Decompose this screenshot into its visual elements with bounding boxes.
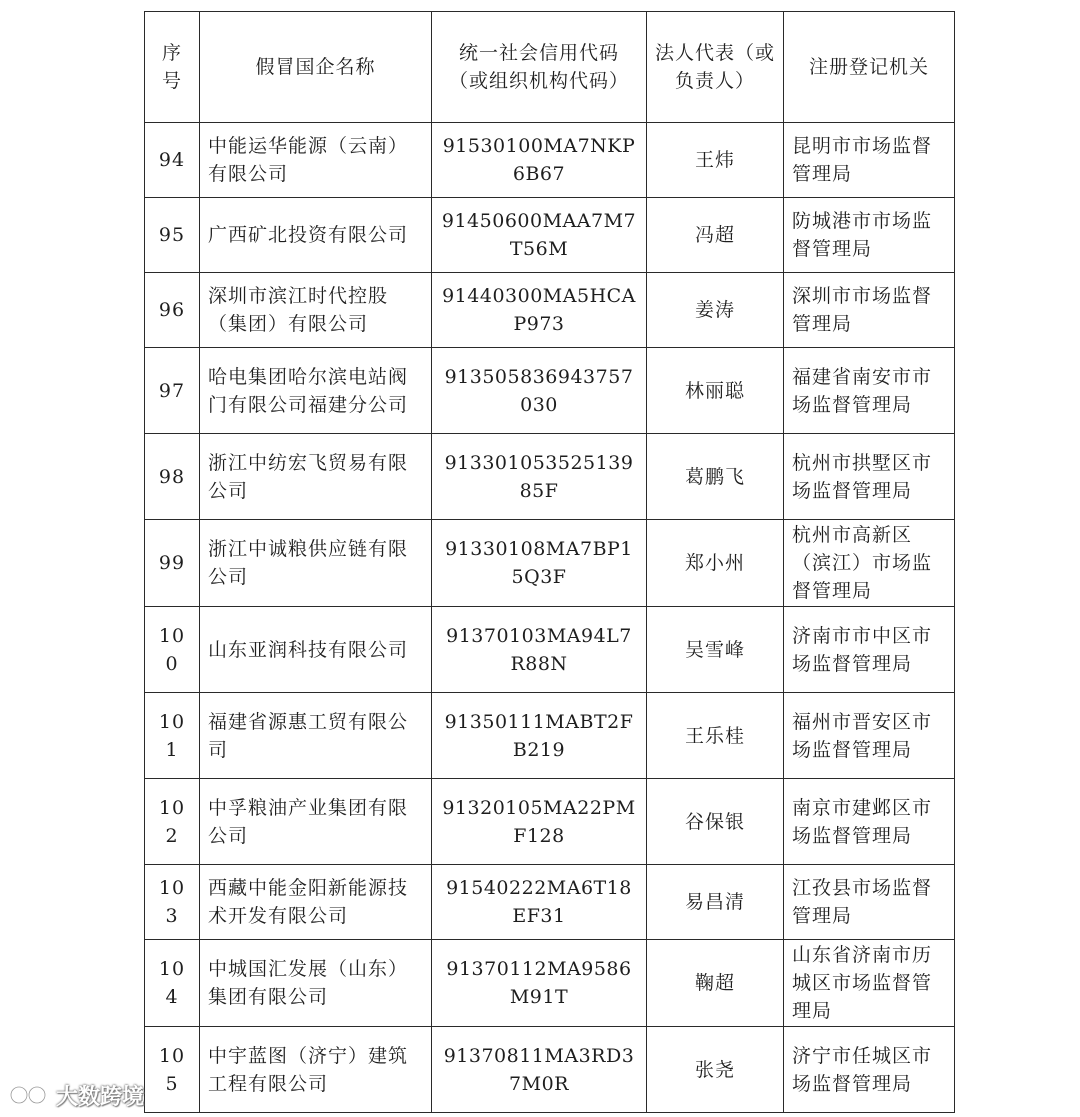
cell-name: 浙江中诚粮供应链有限公司 <box>200 520 432 607</box>
cell-rep: 葛鹏飞 <box>647 434 784 520</box>
cell-index: 100 <box>145 607 200 693</box>
cell-name: 中能运华能源（云南）有限公司 <box>200 123 432 198</box>
watermark <box>8 1078 144 1112</box>
cell-index: 99 <box>145 520 200 607</box>
cell-authority: 防城港市市场监督管理局 <box>784 198 955 273</box>
cell-index: 96 <box>145 273 200 348</box>
enterprise-table <box>144 11 955 1113</box>
cell-index: 102 <box>145 779 200 865</box>
table-row <box>145 1027 955 1113</box>
cell-name: 中城国汇发展（山东）集团有限公司 <box>200 940 432 1027</box>
header-code: 统一社会信用代码（或组织机构代码） <box>432 12 647 123</box>
cell-rep: 张尧 <box>647 1027 784 1113</box>
cell-code: 91370112MA9586M91T <box>432 940 647 1027</box>
cell-authority: 山东省济南市历城区市场监督管理局 <box>784 940 955 1027</box>
cell-code: 91330108MA7BP15Q3F <box>432 520 647 607</box>
cell-rep: 冯超 <box>647 198 784 273</box>
cell-index: 104 <box>145 940 200 1027</box>
cell-name: 福建省源惠工贸有限公司 <box>200 693 432 779</box>
cell-rep: 王炜 <box>647 123 784 198</box>
table-row <box>145 520 955 607</box>
header-name: 假冒国企名称 <box>200 12 432 123</box>
cell-index: 101 <box>145 693 200 779</box>
cell-authority: 南京市建邺区市场监督管理局 <box>784 779 955 865</box>
cell-rep: 林丽聪 <box>647 348 784 434</box>
table-row <box>145 198 955 273</box>
table-row <box>145 607 955 693</box>
cell-name: 山东亚润科技有限公司 <box>200 607 432 693</box>
cell-name: 西藏中能金阳新能源技术开发有限公司 <box>200 865 432 940</box>
cell-rep: 鞠超 <box>647 940 784 1027</box>
cell-rep: 姜涛 <box>647 273 784 348</box>
cell-code: 913505836943757030 <box>432 348 647 434</box>
cell-name: 深圳市滨江时代控股（集团）有限公司 <box>200 273 432 348</box>
cell-code: 91320105MA22PMF128 <box>432 779 647 865</box>
table-row <box>145 123 955 198</box>
cell-rep: 郑小州 <box>647 520 784 607</box>
cell-name: 中宇蓝图（济宁）建筑工程有限公司 <box>200 1027 432 1113</box>
table-row <box>145 273 955 348</box>
cell-index: 95 <box>145 198 200 273</box>
cell-rep: 易昌清 <box>647 865 784 940</box>
watermark-text: 大数跨境 <box>56 1084 145 1110</box>
cell-code: 91370811MA3RD37M0R <box>432 1027 647 1113</box>
cell-authority: 江孜县市场监督管理局 <box>784 865 955 940</box>
cell-name: 中孚粮油产业集团有限公司 <box>200 779 432 865</box>
cell-authority: 深圳市市场监督管理局 <box>784 273 955 348</box>
cell-index: 105 <box>145 1027 200 1113</box>
header-index: 序号 <box>145 12 200 123</box>
table-row <box>145 434 955 520</box>
cell-index: 94 <box>145 123 200 198</box>
cell-code: 91540222MA6T18EF31 <box>432 865 647 940</box>
cell-authority: 福建省南安市市场监督管理局 <box>784 348 955 434</box>
cell-index: 103 <box>145 865 200 940</box>
cell-rep: 谷保银 <box>647 779 784 865</box>
cell-index: 97 <box>145 348 200 434</box>
cell-name: 浙江中纺宏飞贸易有限公司 <box>200 434 432 520</box>
header-rep: 法人代表（或负责人） <box>647 12 784 123</box>
cell-authority: 福州市晋安区市场监督管理局 <box>784 693 955 779</box>
cell-authority: 昆明市市场监督管理局 <box>784 123 955 198</box>
cell-authority: 杭州市拱墅区市场监督管理局 <box>784 434 955 520</box>
cell-authority: 杭州市高新区（滨江）市场监督管理局 <box>784 520 955 607</box>
cell-code: 91440300MA5HCAP973 <box>432 273 647 348</box>
cell-index: 98 <box>145 434 200 520</box>
cell-code: 91370103MA94L7R88N <box>432 607 647 693</box>
table-row <box>145 348 955 434</box>
cell-authority: 济南市市中区市场监督管理局 <box>784 607 955 693</box>
cell-name: 哈电集团哈尔滨电站阀门有限公司福建分公司 <box>200 348 432 434</box>
table-row <box>145 693 955 779</box>
cell-code: 91530100MA7NKP6B67 <box>432 123 647 198</box>
header-authority: 注册登记机关 <box>784 12 955 123</box>
cell-rep: 王乐桂 <box>647 693 784 779</box>
table-row <box>145 940 955 1027</box>
cell-code: 91450600MAA7M7T56M <box>432 198 647 273</box>
logo-icon <box>8 1080 50 1110</box>
cell-authority: 济宁市任城区市场监督管理局 <box>784 1027 955 1113</box>
cell-code: 91350111MABT2FB219 <box>432 693 647 779</box>
table-row <box>145 779 955 865</box>
table-row <box>145 865 955 940</box>
cell-rep: 吴雪峰 <box>647 607 784 693</box>
cell-name: 广西矿北投资有限公司 <box>200 198 432 273</box>
cell-code: 91330105352513985F <box>432 434 647 520</box>
header-row <box>145 12 955 123</box>
